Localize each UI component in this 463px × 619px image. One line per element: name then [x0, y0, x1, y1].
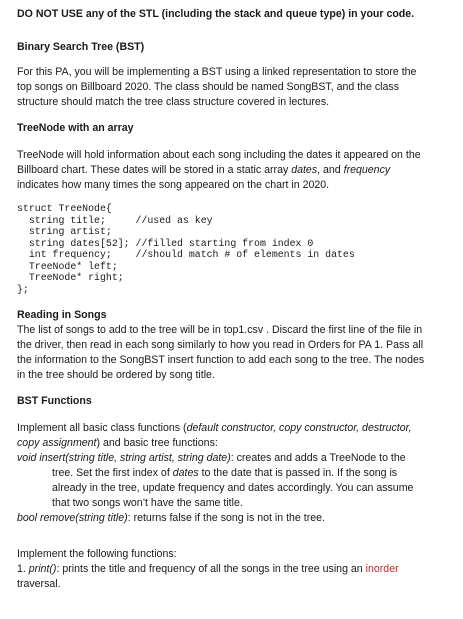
- treenode-paragraph-line: indicates how many times the song appeared on the chart in 2020.: [17, 179, 330, 191]
- code-line: int frequency; //should match # of elements in dates: [17, 249, 355, 260]
- reading-section-title: Reading in Songs: [17, 309, 107, 321]
- code-line: };: [17, 283, 29, 295]
- insert-function-line: already in the tree, update frequency and dates accordingly. You can assume: [52, 482, 414, 494]
- print-function-line: traversal.: [17, 578, 61, 590]
- treenode-paragraph-line: Billboard chart. These dates will be stored in a static array dates, and frequency: [17, 164, 391, 176]
- treenode-section-title: TreeNode with an array: [17, 122, 134, 134]
- insert-function-line: void insert(string title, string artist, string date): creates and adds a TreeNode to the: [17, 452, 406, 464]
- reading-paragraph-line: in the tree should be ordered by song title.: [17, 369, 215, 381]
- stl-warning-heading: DO NOT USE any of the STL (including the stack and queue type) in your code.: [17, 8, 415, 20]
- bst-paragraph-line: structure should match the tree class structure covered in lectures.: [17, 96, 330, 108]
- bst-paragraph-line: top songs on Billboard 2020. The class should be named SongBST, and the class: [17, 81, 400, 93]
- insert-function-line: that two songs won’t have the same title.: [52, 497, 243, 509]
- code-line: struct TreeNode{: [17, 203, 112, 214]
- functions-paragraph-line: Implement all basic class functions (default constructor, copy constructor, destructor,: [17, 422, 412, 434]
- reading-paragraph-line: The list of songs to add to the tree will be in top1.csv . Discard the first line of the file in: [17, 324, 423, 336]
- functions-section-title: BST Functions: [17, 395, 92, 407]
- code-line: TreeNode* left;: [17, 260, 118, 272]
- inorder-link-text: inorder: [365, 563, 399, 575]
- bst-section-title: Binary Search Tree (BST): [17, 41, 145, 53]
- treenode-paragraph-line: TreeNode will hold information about each song including the dates it appeared on the: [17, 149, 421, 161]
- code-line: string title; //used as key: [17, 214, 213, 226]
- code-line: string artist;: [17, 226, 112, 237]
- bst-paragraph-line: For this PA, you will be implementing a BST using a linked representation to store the: [17, 66, 417, 78]
- code-line: string dates[52]; //filled starting from index 0: [17, 237, 314, 249]
- reading-paragraph-line: the information to the SongBST insert function to add each song to the tree. The nodes: [17, 354, 425, 366]
- remove-function-line: bool remove(string title): returns false if the song is not in the tree.: [17, 512, 325, 524]
- functions-paragraph-line: copy assignment) and basic tree functions:: [17, 437, 218, 449]
- insert-function-line: tree. Set the first index of dates to the date that is passed in. If the song is: [52, 467, 398, 479]
- print-function-line: 1. print(): prints the title and frequency of all the songs in the tree using an inorder: [17, 563, 399, 575]
- following-intro: Implement the following functions:: [17, 548, 177, 560]
- reading-paragraph-line: the driver, then read in each song similarly to how you read in Orders for PA 1. Pass all: [17, 339, 424, 351]
- code-line: TreeNode* right;: [17, 272, 124, 283]
